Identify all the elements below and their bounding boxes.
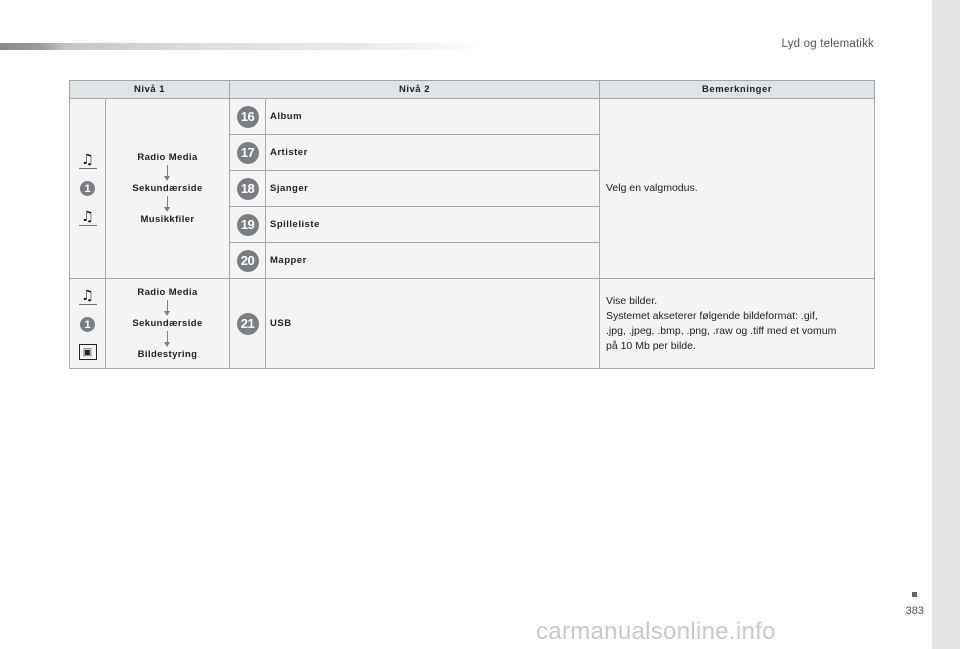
level1-path-music <box>106 99 230 279</box>
navigation-table <box>69 80 875 369</box>
column-header-level2: Nivå 2 <box>230 81 600 99</box>
music-note-icon: ♫ <box>79 151 97 169</box>
music-note-icon: ♫ <box>79 287 97 305</box>
number-badge: 16 <box>237 106 259 128</box>
level2-label: Album <box>266 99 600 135</box>
number-badge: 17 <box>237 142 259 164</box>
nav-step-label: Sekundærside <box>132 183 203 194</box>
level2-label: Artister <box>266 135 600 171</box>
remark-line: Systemet akseterer følgende bildeformat: .gif, <box>606 309 818 322</box>
level2-label: Mapper <box>266 243 600 279</box>
column-header-remarks: Bemerkninger <box>600 81 875 99</box>
watermark: carmanualsonline.info <box>536 618 776 645</box>
music-file-icon: ♫ <box>79 208 97 226</box>
level2-label: Spilleliste <box>266 207 600 243</box>
column-header-level1: Nivå 1 <box>70 81 230 99</box>
table-row <box>70 99 875 135</box>
down-arrow-icon <box>167 196 168 208</box>
nav-step-label: Sekundærside <box>132 318 203 329</box>
remark-text: Velg en valgmodus. <box>600 99 875 279</box>
number-badge: 20 <box>237 250 259 272</box>
nav-step-label: Radio Media <box>137 152 198 163</box>
down-arrow-icon <box>167 300 168 312</box>
level2-label: USB <box>266 279 600 369</box>
number-badge: 21 <box>237 313 259 335</box>
remark-line: Vise bilder. <box>606 294 658 307</box>
page-number: 383 <box>905 605 924 617</box>
page-marker <box>912 592 917 597</box>
level2-label: Sjanger <box>266 171 600 207</box>
page-side-band <box>932 0 960 649</box>
table-row <box>70 279 875 369</box>
level1-path-pictures <box>106 279 230 369</box>
step-badge: 1 <box>80 317 95 332</box>
number-badge: 19 <box>237 214 259 236</box>
remark-line: på 10 Mb per bilde. <box>606 339 696 352</box>
section-title: Lyd og telematikk <box>781 38 874 50</box>
nav-step-label: Radio Media <box>137 287 198 298</box>
number-badge: 18 <box>237 178 259 200</box>
picture-icon: ▣ <box>79 344 97 360</box>
remark-line: .jpg, .jpeg, .bmp, .png, .raw og .tiff med et vomum <box>606 324 837 337</box>
header-gradient-bar <box>0 43 480 50</box>
level1-icons-pictures <box>70 279 106 369</box>
nav-step-label: Bildestyring <box>137 349 198 360</box>
down-arrow-icon <box>167 165 168 177</box>
level1-icons-music <box>70 99 106 279</box>
nav-step-label: Musikkfiler <box>140 214 195 225</box>
down-arrow-icon <box>167 331 168 343</box>
table-header-row <box>70 81 875 99</box>
remark-text <box>600 279 875 369</box>
step-badge: 1 <box>80 181 95 196</box>
